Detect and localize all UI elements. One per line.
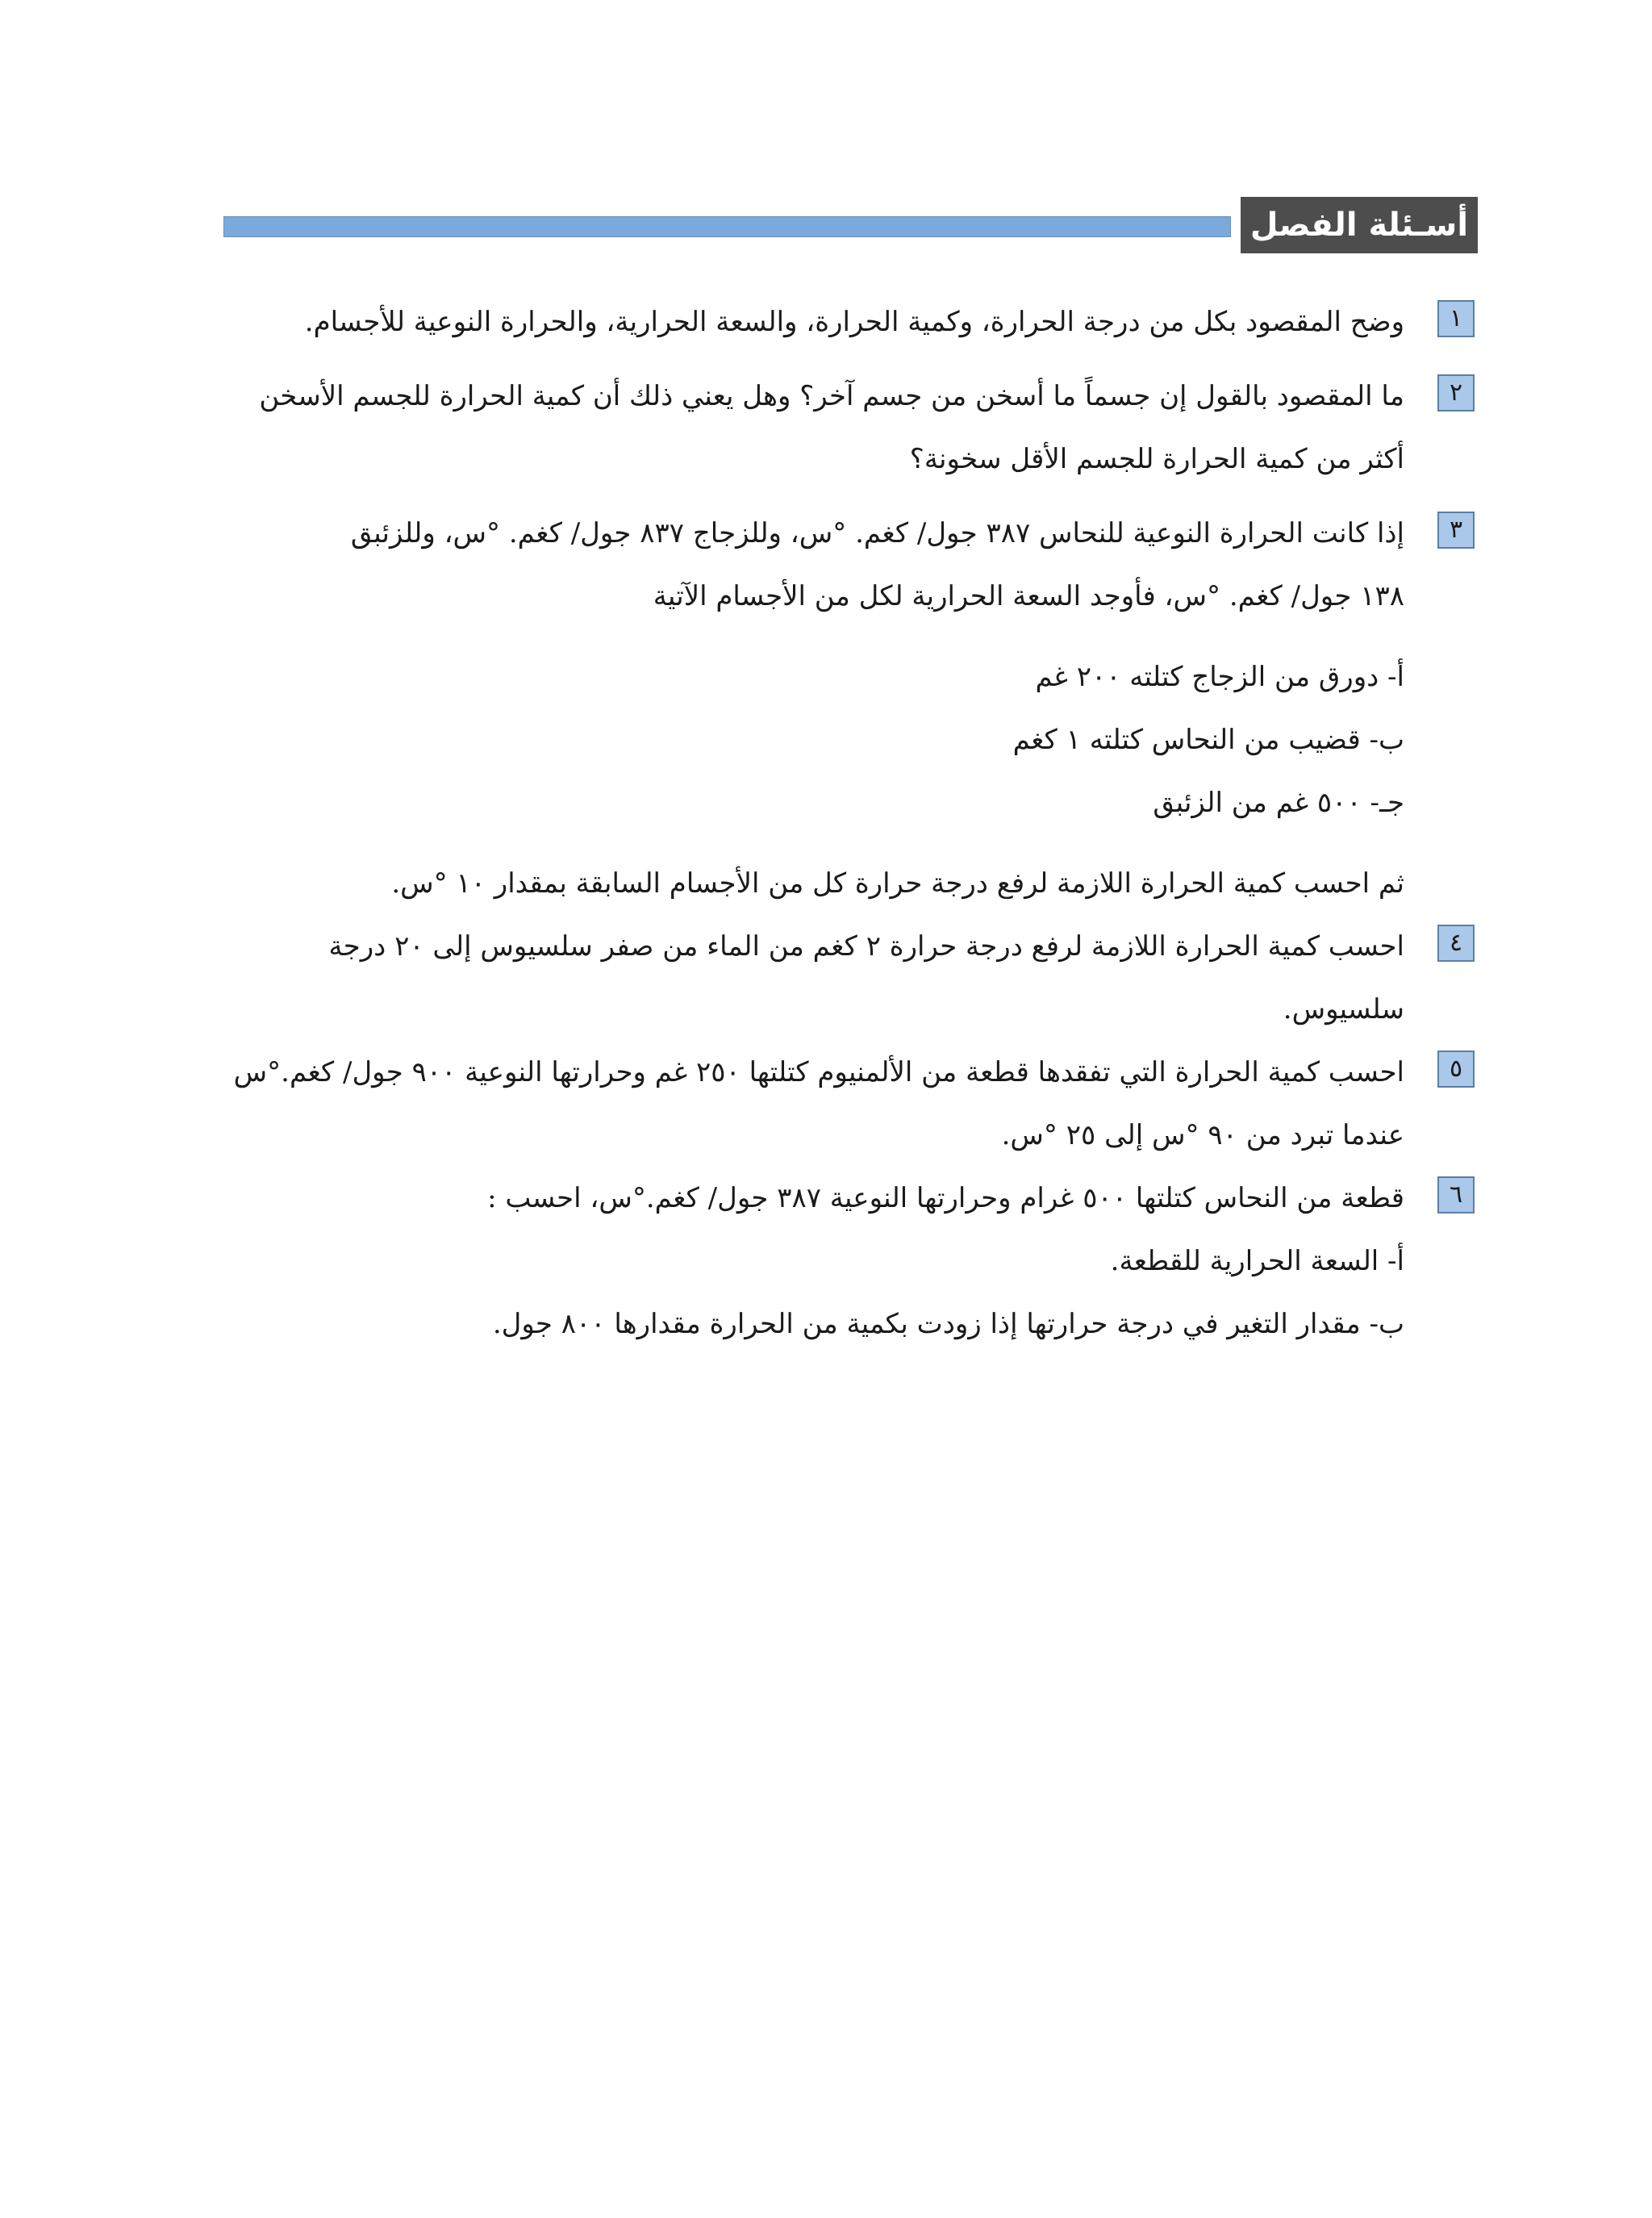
question-text: إذا كانت الحرارة النوعية للنحاس ٣٨٧ جول/ كغم. °س، وللزجاج ٨٣٧ جول/ كغم. °س، وللزئبق (350, 517, 1404, 549)
chapter-questions-title: أسـئلة الفصل (1241, 197, 1478, 253)
question-number-badge: ١ (1437, 300, 1475, 337)
question-text: أكثر من كمية الحرارة للجسم الأقل سخونة؟ (909, 443, 1404, 475)
header-bar (223, 216, 1231, 237)
sub-item: أ- دورق من الزجاج كتلته ٢٠٠ غم (1035, 661, 1404, 693)
question-text: وضح المقصود بكل من درجة الحرارة، وكمية الحرارة، والسعة الحرارية، والحرارة النوعية للأجسام. (304, 306, 1404, 338)
question-number-badge: ٥ (1437, 1051, 1475, 1088)
questions-list (218, 290, 1481, 1355)
question-number-badge: ٣ (1437, 512, 1475, 549)
sub-item: ب- قضيب من النحاس كتلته ١ كغم (1012, 724, 1404, 756)
question-text: ١٣٨ جول/ كغم. °س، فأوجد السعة الحرارية لكل من الأجسام الآتية (653, 580, 1404, 612)
question-1 (218, 290, 1481, 353)
question-text: سلسيوس. (1283, 993, 1404, 1025)
question-text: احسب كمية الحرارة التي تفقدها قطعة من الألمنيوم كتلتها ٢٥٠ غم وحرارتها النوعية ٩٠٠ جول/ كغم.°س (233, 1056, 1404, 1088)
question-text: ما المقصود بالقول إن جسماً ما أسخن من جسم آخر؟ وهل يعني ذلك أن كمية الحرارة للجسم الأسخن (259, 380, 1404, 412)
question-6 (218, 1167, 1481, 1355)
question-text: احسب كمية الحرارة اللازمة لرفع درجة حرارة ٢ كغم من الماء من صفر سلسيوس إلى ٢٠ درجة (328, 930, 1404, 963)
question-5 (218, 1041, 1481, 1167)
question-followup: ثم احسب كمية الحرارة اللازمة لرفع درجة حرارة كل من الأجسام السابقة بمقدار ١٠ °س. (391, 867, 1404, 900)
sub-item: جـ- ٥٠٠ غم من الزئبق (1153, 787, 1404, 819)
question-text: قطعة من النحاس كتلتها ٥٠٠ غرام وحرارتها النوعية ٣٨٧ جول/ كغم.°س، احسب : (487, 1182, 1404, 1214)
question-number-badge: ٢ (1437, 374, 1475, 411)
question-number-badge: ٦ (1437, 1176, 1475, 1213)
question-number-badge: ٤ (1437, 925, 1475, 962)
sub-item: أ- السعة الحرارية للقطعة. (1110, 1245, 1404, 1277)
question-2 (218, 365, 1481, 491)
question-4 (218, 915, 1481, 1041)
sub-item: ب- مقدار التغير في درجة حرارتها إذا زودت بكمية من الحرارة مقدارها ٨٠٠ جول. (492, 1308, 1404, 1340)
question-text: عندما تبرد من ٩٠ °س إلى ٢٥ °س. (1001, 1119, 1404, 1151)
question-3 (218, 502, 1481, 915)
